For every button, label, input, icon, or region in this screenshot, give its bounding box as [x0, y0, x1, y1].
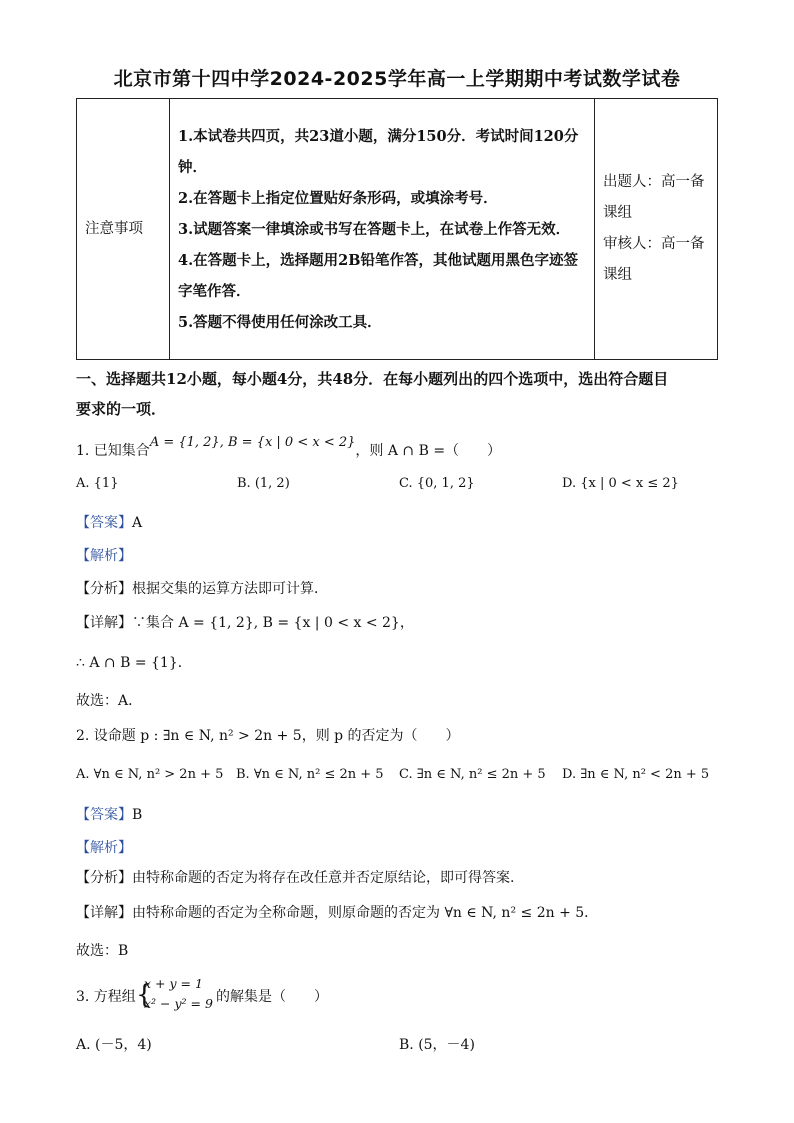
- notice-item: 4.在答题卡上，选择题用2B铅笔作答，其他试题用黑色字迹签字笔作答．: [178, 251, 578, 300]
- detail-text: ∵集合 A = {1, 2}, B = {x | 0 < x < 2}，: [132, 615, 414, 631]
- q1-option-a: A. {1}: [76, 476, 119, 491]
- q2-fenxi: [76, 867, 514, 887]
- notice-header: [77, 99, 170, 360]
- q1-option-c: C. {0, 1, 2}: [399, 476, 475, 491]
- q2-stem: 2. 设命题 p : ∃n ∈ N, n² > 2n + 5，则 p 的否定为（ ）: [76, 728, 460, 744]
- q2-detail: [76, 902, 598, 922]
- notice-item: 1.本试卷共四页，共23道小题，满分150分．考试时间120分钟．: [178, 127, 579, 176]
- section-heading-line1: 一、选择题共12小题，每小题4分，共48分．在每小题列出的四个选项中，选出符合题目: [76, 370, 669, 388]
- q1-option-b: B. (1, 2): [237, 476, 290, 491]
- notice-item: 2.在答题卡上指定位置贴好条形码，或填涂考号．: [178, 189, 498, 207]
- setter-text: 出题人：高一备课组: [603, 174, 705, 221]
- detail-tag: 【详解】: [76, 615, 132, 631]
- q1-stem: [76, 435, 502, 460]
- q2-answer: [76, 804, 142, 824]
- notice-table: [76, 98, 718, 360]
- q2-option-d: D. ∃n ∈ N, n² < 2n + 5: [562, 767, 710, 782]
- q1-therefore: ∴ A ∩ B = {1}．: [76, 655, 192, 671]
- q2-option-a: A. ∀n ∈ N, n² > 2n + 5: [76, 767, 224, 782]
- answer-value: B: [132, 807, 143, 823]
- q2-choose: 故选：B: [76, 943, 129, 959]
- reviewer-text: 审核人：高一备课组: [603, 236, 705, 283]
- fenxi-tag: 【分析】: [76, 870, 132, 886]
- notice-item: 3.试题答案一律填涂或书写在答题卡上，在试卷上作答无效．: [178, 220, 571, 238]
- detail-text: 由特称命题的否定为全称命题，则原命题的否定为 ∀n ∈ N, n² ≤ 2n + 5．: [132, 905, 599, 921]
- q3-stem-prefix: 3. 方程组: [76, 989, 136, 1005]
- q1-fenxi: [76, 578, 328, 598]
- section-heading-line2: 要求的一项．: [76, 400, 167, 418]
- q1-stem-math: A = {1, 2}, B = {x | 0 < x < 2}: [149, 435, 356, 450]
- notice-items: [170, 99, 595, 360]
- fenxi-tag: 【分析】: [76, 581, 132, 597]
- q1-option-d: D. {x | 0 < x ≤ 2}: [562, 476, 679, 491]
- answer-tag: 【答案】: [76, 807, 132, 823]
- q3-stem-suffix: 的解集是（ ）: [216, 989, 328, 1005]
- q1-stem-suffix: ，则 A ∩ B =（ ）: [355, 443, 502, 459]
- q2-option-c: C. ∃n ∈ N, n² ≤ 2n + 5: [399, 767, 546, 782]
- q3-eq1: x + y = 1: [144, 976, 203, 991]
- notice-header-text: 注意事项: [85, 221, 143, 237]
- q3-option-b: B. (5，－4): [399, 1037, 475, 1053]
- fenxi-text: 由特称命题的否定为将存在改任意并否定原结论，即可得答案.: [132, 870, 515, 886]
- q3-option-a: A. (－5，4): [76, 1037, 152, 1053]
- notice-item: 5.答题不得使用任何涂改工具．: [178, 313, 382, 331]
- page-title: 北京市第十四中学2024-2025学年高一上学期期中考试数学试卷: [113, 68, 681, 90]
- notice-authors: [595, 99, 718, 360]
- answer-tag: 【答案】: [76, 515, 132, 531]
- q2-analysis-tag: 【解析】: [76, 840, 132, 856]
- q1-answer: [76, 512, 142, 532]
- q3-eq2: x² − y² = 9: [144, 996, 213, 1011]
- q1-analysis-tag: 【解析】: [76, 548, 132, 564]
- q3-brace: {: [136, 980, 153, 1010]
- q1-stem-prefix: 1. 已知集合: [76, 443, 150, 459]
- detail-tag: 【详解】: [76, 905, 132, 921]
- q1-choose: 故选：A．: [76, 693, 143, 709]
- q2-option-b: B. ∀n ∈ N, n² ≤ 2n + 5: [236, 767, 384, 782]
- fenxi-text: 根据交集的运算方法即可计算．: [132, 581, 328, 597]
- q1-detail: [76, 612, 414, 632]
- answer-value: A: [132, 515, 143, 531]
